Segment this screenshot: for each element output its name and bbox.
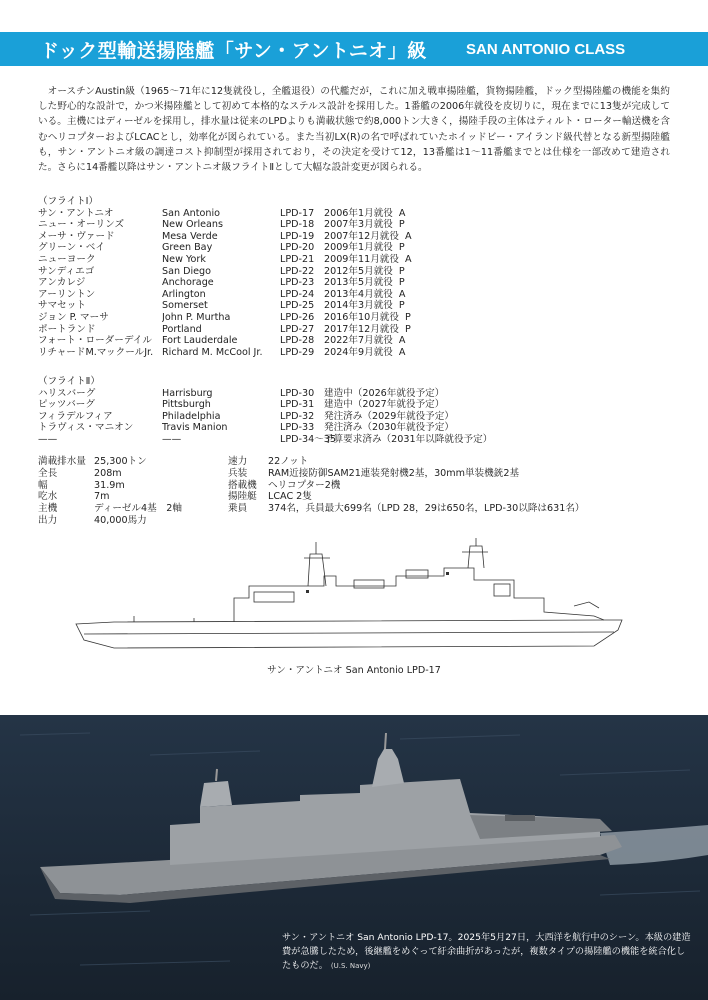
ship-row [38,242,678,254]
spec-row [228,456,585,468]
spec-row [228,503,585,515]
ship-list-flight2 [38,376,678,446]
ship-name-jp: サマセット [38,300,86,312]
ship-name-en: Richard M. McCool Jr. [162,346,263,358]
fleet-code: P [398,219,405,231]
page-title: ドック型輸送揚陸艦「サン・アントニオ」級 [40,40,427,62]
spec-value: 7m [94,491,110,503]
status-text: 予算要求済み（2031年以降就役予定） [324,433,493,445]
hull-number: LPD-21 [280,253,315,265]
hull-number: LPD-19 [280,230,315,242]
status-text: 2006年1月就役 [324,207,393,219]
status [324,422,678,434]
status-text: 発注済み（2029年就役予定） [324,410,454,422]
fleet-code: P [405,311,411,323]
ship-row [38,254,678,266]
status [324,277,678,289]
ship-name-jp: アンカレジ [38,277,86,289]
ship-name-en: San Diego [162,265,212,277]
status [324,219,678,231]
spec-label: 兵装 [228,467,248,479]
status [324,300,678,312]
ship-name-en: San Antonio [162,207,220,219]
ship-name-en: New York [162,253,206,265]
status-text: 建造中（2026年就役予定） [324,387,445,399]
status-text: 2016年10月就役 [324,311,399,323]
status [324,399,678,411]
ship-name-jp: ポートランド [38,323,96,335]
ship-row [38,347,678,359]
hull-number: LPD-28 [280,335,315,347]
flight-label: （フライトⅡ） [38,376,100,387]
spec-row [228,491,585,503]
title-banner [0,32,708,66]
ship-name-en: John P. Murtha [162,311,231,323]
ship-name-jp: ニュー・オーリンズ [38,219,125,231]
fleet-code: A [398,288,406,300]
hull-number: LPD-20 [280,242,315,254]
ship-row [38,434,678,446]
spec-row [38,503,182,515]
fleet-code: A [398,346,406,358]
ship-name-en: Pittsburgh [162,399,211,411]
spec-value: LCAC 2隻 [268,491,312,503]
ship-row [38,411,678,423]
hull-number: LPD-22 [280,265,315,277]
spec-label: 主機 [38,503,58,515]
spec-label: 揚陸艇 [228,491,257,503]
spec-value: RAM近接防御SAM21連装発射機2基，30mm単装機銃2基 [268,467,520,479]
ship-name-jp: グリーン・ベイ [38,242,105,254]
ship-row [38,300,678,312]
status-text: 発注済み（2030年就役予定） [324,422,454,434]
intro-text [38,84,670,175]
status [324,434,678,446]
fleet-code: A [405,253,412,265]
ship-row [38,219,678,231]
spec-row [38,491,182,503]
status [324,231,678,243]
status-text: 2009年11月就役 [324,253,399,265]
status [324,388,678,400]
spec-label: 乗員 [228,503,248,515]
hull-number: LPD-29 [280,346,315,358]
spec-label: 幅 [38,479,48,491]
ship-row [38,335,678,347]
spec-row [38,456,182,468]
ship-row [38,231,678,243]
ship-name-jp: フォート・ローダーデイル [38,335,152,347]
spec-value: 31.9m [94,479,125,491]
hull-number: LPD-18 [280,219,315,231]
spec-label: 出力 [38,514,58,526]
hull-number: LPD-25 [280,300,315,312]
ship-name-jp: サンディエゴ [38,265,95,277]
hull-number: LPD-17 [280,207,315,219]
ship-row [38,388,678,400]
status-text: 2024年9月就役 [324,346,393,358]
spec-label: 吃水 [38,491,58,503]
spec-value: 208m [94,467,122,479]
status-text: 2022年7月就役 [324,335,393,347]
hull-number: LPD-23 [280,277,315,289]
hull-number: LPD-32 [280,410,315,422]
flight-label: （フライトⅠ） [38,196,99,207]
spec-column-left [38,456,182,527]
ship-name-en: Harrisburg [162,387,213,399]
spec-value: ヘリコプター2機 [268,479,341,491]
spec-row [228,468,585,480]
hull-number: LPD-27 [280,323,315,335]
fleet-code: A [398,207,406,219]
fleet-code: P [398,265,405,277]
ship-name-jp: トラヴィス・マニオン [38,422,134,434]
photo-caption [282,931,692,973]
spec-value: 25,300トン [94,456,147,467]
status [324,208,678,220]
drawing-caption: サン・アントニオ San Antonio LPD-17 [267,665,441,676]
spec-value: 40,000馬力 [94,514,147,526]
hull-number: LPD-30 [280,387,315,399]
ship-name-en: New Orleans [162,219,223,231]
fleet-code: P [398,277,405,289]
ship-name-en: Portland [162,323,202,335]
status-text: 2017年12月就役 [324,323,399,335]
hull-number: LPD-24 [280,288,315,300]
ship-name-en: Philadelphia [162,410,221,422]
fleet-code: P [398,300,405,312]
spec-label: 速力 [228,456,248,467]
ship-row [38,277,678,289]
status [324,324,678,336]
status [324,411,678,423]
ship-row [38,266,678,278]
ship-name-jp: サン・アントニオ [38,207,114,219]
ship-name-jp: ピッツバーグ [38,399,95,411]
spec-row [228,480,585,492]
ship-name-en: Mesa Verde [162,230,218,242]
ship-name-en: —— [162,433,182,445]
ship-name-jp: アーリントン [38,288,96,300]
hull-number: LPD-34～35 [280,433,336,445]
status-text: 建造中（2027年就役予定） [324,399,445,411]
status-text: 2013年5月就役 [324,277,393,289]
ship-row [38,208,678,220]
ship-name-jp: ジョン P. マーサ [38,311,109,323]
ship-name-en: Anchorage [162,277,214,289]
ship-name-en: Somerset [162,300,208,312]
ship-profile-drawing [74,536,626,658]
ship-name-jp: —— [38,433,58,445]
ship-name-en: Travis Manion [162,422,228,434]
status-text: 2007年12月就役 [324,230,399,242]
ship-row [38,399,678,411]
ship-name-jp: ハリスバーグ [38,387,96,399]
status-text: 2007年3月就役 [324,219,393,231]
spec-row [38,515,182,527]
page-title-english: SAN ANTONIO CLASS [466,41,626,58]
photo-credit: (U.S. Navy) [330,962,371,970]
spec-column-right [228,456,585,515]
status-text: 2012年5月就役 [324,265,393,277]
ship-name-jp: リチャードM.マックールJr. [38,346,154,358]
status [324,312,678,324]
ship-row [38,289,678,301]
ship-row [38,312,678,324]
spec-label: 全長 [38,467,58,479]
ship-row [38,422,678,434]
ship-name-jp: メーサ・ヴァード [38,230,115,242]
ship-name-en: Fort Lauderdale [162,335,238,347]
hull-number: LPD-33 [280,422,315,434]
status [324,254,678,266]
status [324,242,678,254]
ship-list-flight1 [38,196,678,358]
fleet-code: P [398,242,405,254]
hull-number: LPD-26 [280,311,315,323]
status [324,266,678,278]
ship-name-jp: フィラデルフィア [38,410,113,422]
ship-name-en: Arlington [162,288,206,300]
spec-value: ディーゼル4基 2軸 [94,503,182,515]
status [324,289,678,301]
photo-caption-text: サン・アントニオ San Antonio LPD-17。2025年5月27日，大西洋を航行中のシーン。本級の建造費が急騰したため，後継艦をめぐって紆余曲折があったが，複数タイプの揚陸艦の機能を統合化したものだ。 [282,932,691,971]
spec-value: 22ノット [268,456,309,467]
spec-label: 搭載機 [228,479,257,491]
status [324,335,678,347]
fleet-code: A [398,335,406,347]
ship-name-jp: ニューヨーク [38,253,96,265]
hull-number: LPD-31 [280,399,315,411]
fleet-code: A [405,230,412,242]
spec-row [38,480,182,492]
ship-row [38,324,678,336]
status-text: 2013年4月就役 [324,288,393,300]
ship-name-en: Green Bay [162,242,213,254]
fleet-code: P [405,323,411,335]
spec-label: 満載排水量 [38,456,86,467]
status-text: 2014年3月就役 [324,300,393,312]
spec-row [38,468,182,480]
spec-value: 374名，兵員最大699名（LPD 28，29は650名，LPD-30以降は631名） [268,503,585,515]
intro-paragraph: オースチンAustin級（1965～71年に12隻就役し，全艦退役）の代艦だが，これに加え戦車揚陸艦，貨物揚陸艦，ドック型揚陸艦の機能を集約した野心的な設計で，かつ米揚陸艦として初めて本格的なステルス設計を採用した。1番艦の2006年就役を皮切りに，現在までに13隻が完成している。主機にはディーゼルを採用し，排水量は従来のLPDよりも満載状態で約8,000トン大きく，揚陸手段の主体はティルト・ローター輸送機を含むヘリコプターおよびLCACとし，効率化が図られている。また当初LX(R)の名で呼ばれていたホイッドビー・アイランド級代替となる新型揚陸艦も，サン・アントニオ級の調達コスト抑制型が採用されており，その決定を受けて12，13番艦は1～11番艦までとは仕様を一部改めて建造された。さらに14番艦以降はサン・アントニオ級フライトⅡとして大幅な設計変更が図られる。 [38,86,670,174]
status [324,347,678,359]
status-text: 2009年1月就役 [324,242,393,254]
